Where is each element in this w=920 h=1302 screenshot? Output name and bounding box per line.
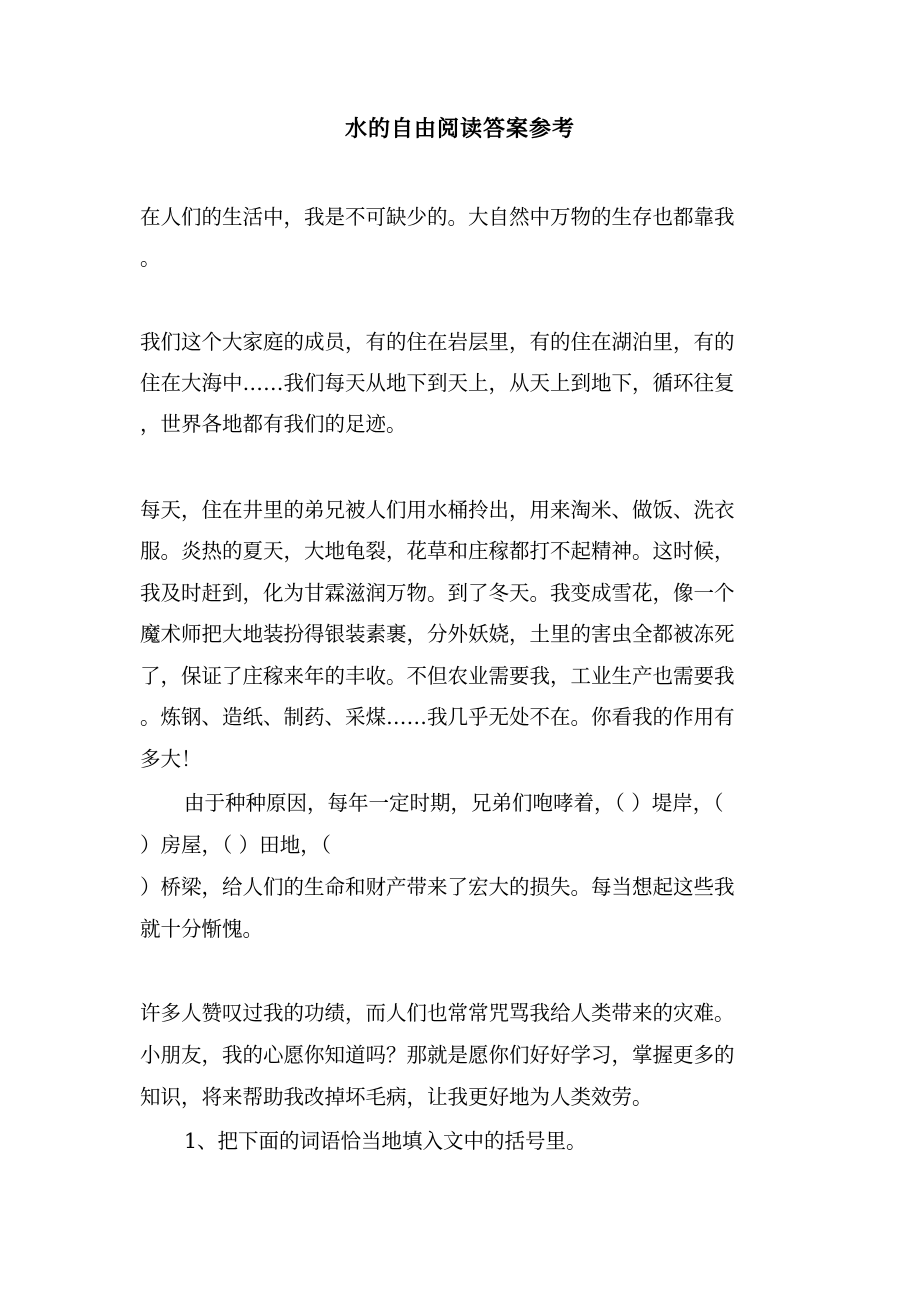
paragraph-line: 。 (140, 246, 161, 270)
paragraph-line: 知识，将来帮助我改掉坏毛病，让我更好地为人类效劳。 (140, 1085, 653, 1109)
paragraph-line: 多大！ (140, 747, 202, 771)
question-line: 1、把下面的词语恰当地填入文中的括号里。 (184, 1129, 587, 1153)
paragraph-line: 服。炎热的夏天，大地龟裂，花草和庄稼都打不起精神。这时候， (140, 539, 735, 563)
paragraph-line: 小朋友，我的心愿你知道吗？那就是愿你们好好学习，掌握更多的 (140, 1043, 735, 1067)
paragraph-line: 住在大海中……我们每天从地下到天上，从天上到地下，循环往复 (140, 371, 735, 395)
paragraph-line: ，世界各地都有我们的足迹。 (140, 412, 407, 436)
paragraph-line: ）桥梁，给人们的生命和财产带来了宏大的损失。每当想起这些我 (140, 875, 735, 899)
paragraph-line: 在人们的生活中，我是不可缺少的。大自然中万物的生存也都靠我 (140, 205, 735, 229)
paragraph-line: 由于种种原因，每年一定时期，兄弟们咆哮着，（ ）堤岸，（ (184, 791, 724, 815)
paragraph-line: 每天，住在井里的弟兄被人们用水桶拎出，用来淘米、做饭、洗衣 (140, 498, 735, 522)
paragraph-line: 我们这个大家庭的成员，有的住在岩层里，有的住在湖泊里，有的 (140, 330, 735, 354)
paragraph-line: 。炼钢、造纸、制药、采煤……我几乎无处不在。你看我的作用有 (140, 705, 735, 729)
paragraph-line: 了，保证了庄稼来年的丰收。不但农业需要我，工业生产也需要我 (140, 664, 735, 688)
paragraph-line: 魔术师把大地装扮得银装素裹，分外妖娆，土里的害虫全都被冻死 (140, 622, 735, 646)
document-title: 水的自由阅读答案参考 (344, 116, 575, 142)
paragraph-line: 我及时赶到，化为甘霖滋润万物。到了冬天。我变成雪花，像一个 (140, 581, 735, 605)
paragraph-line: ）房屋，（ ）田地，（ (140, 833, 332, 857)
paragraph-line: 许多人赞叹过我的功绩，而人们也常常咒骂我给人类带来的灾难。 (140, 1001, 735, 1025)
paragraph-line: 就十分惭愧。 (140, 917, 263, 941)
